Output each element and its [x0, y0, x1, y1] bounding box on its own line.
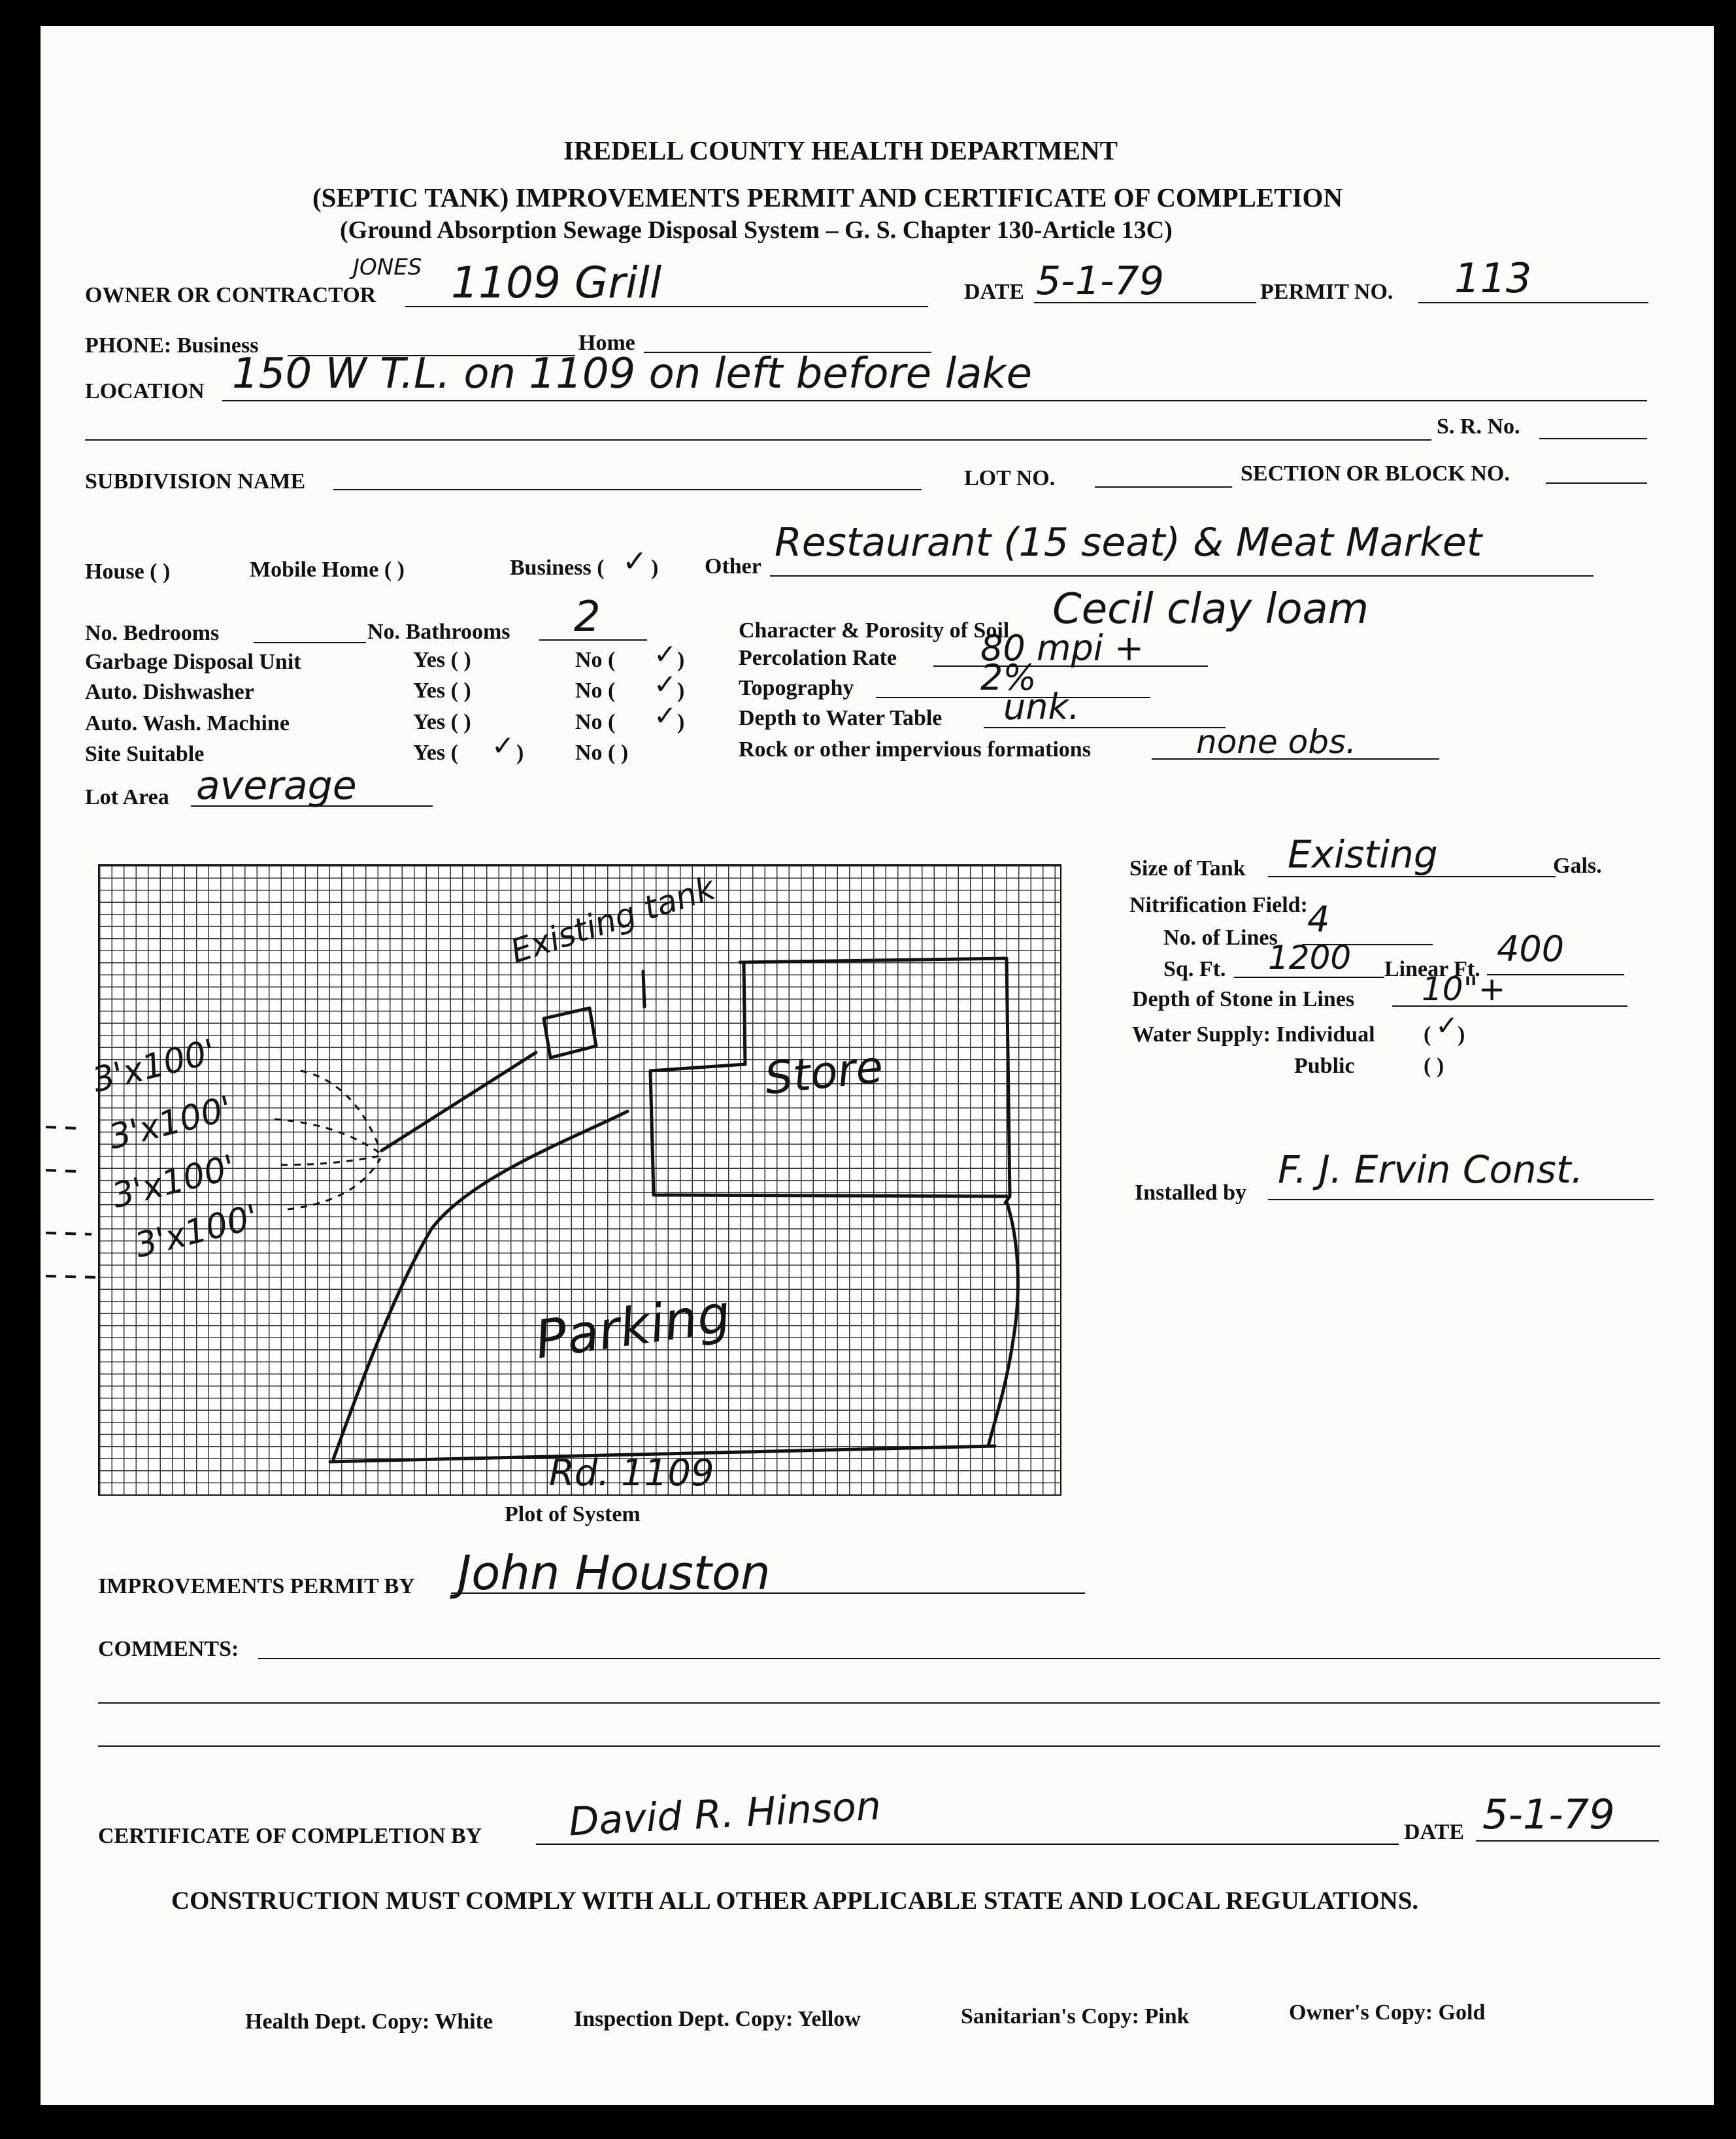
section-label: SECTION OR BLOCK NO.	[1241, 462, 1510, 486]
wash-machine-check: ✓	[654, 699, 677, 732]
site-suitable-label: Site Suitable	[85, 742, 205, 766]
parking-label: Parking	[531, 1283, 735, 1371]
tank-size-value: Existing	[1288, 832, 1438, 877]
permit-label: PERMIT NO.	[1260, 280, 1394, 304]
store-inner-wall	[744, 962, 745, 1064]
dishwasher-yes: Yes ( )	[413, 679, 471, 703]
date-label: DATE	[964, 280, 1024, 304]
comments-line-3	[98, 1745, 1660, 1747]
permit-by-line	[451, 1592, 1085, 1594]
tank-gals: Gals.	[1553, 854, 1602, 878]
location-value: 150 W T.L. on 1109 on left before lake	[232, 350, 1032, 398]
plot-caption: Plot of System	[505, 1502, 641, 1526]
site-suitable-yes: Yes (	[413, 741, 458, 765]
dishwasher-check: ✓	[654, 668, 677, 700]
dishwasher-close: )	[677, 679, 685, 703]
department-title: IREDELL COUNTY HEALTH DEPARTMENT	[563, 135, 1118, 165]
site-suitable-no: No ( )	[575, 741, 629, 765]
linear-value: 400	[1497, 928, 1565, 969]
owner-annotation: JONES	[353, 254, 422, 280]
individual-open: (	[1424, 1022, 1431, 1047]
copy-inspection: Inspection Dept. Copy: Yellow	[574, 2007, 861, 2031]
garbage-close: )	[677, 648, 685, 672]
site-suitable-check: ✓	[492, 730, 515, 762]
business-option: Business (	[510, 556, 605, 580]
other-label: Other	[705, 554, 761, 579]
phone-home-label: Home	[578, 331, 635, 355]
wash-machine-yes: Yes ( )	[413, 710, 471, 734]
installed-by-value: F. J. Ervin Const.	[1278, 1147, 1584, 1192]
individual-close: )	[1458, 1022, 1465, 1047]
tank-size-line	[1268, 876, 1556, 877]
garbage-label: Garbage Disposal Unit	[85, 650, 301, 674]
perc-value: 80 mpi +	[980, 628, 1144, 669]
public-label: Public	[1294, 1054, 1355, 1078]
wash-machine-label: Auto. Wash. Machine	[85, 711, 290, 735]
parking-edge	[988, 1202, 1018, 1446]
stone-value: 10"+	[1422, 970, 1506, 1008]
lines-label: No. of Lines	[1163, 926, 1278, 950]
comments-line-2	[98, 1702, 1660, 1704]
water-table-label: Depth to Water Table	[739, 706, 943, 730]
wash-machine-close: )	[677, 710, 685, 734]
form-subtitle: (Ground Absorption Sewage Disposal System – G. S. Chapter 130-Article 13C)	[340, 216, 1173, 244]
linear-label: Linear Ft.	[1384, 957, 1480, 981]
driveway-edge	[333, 1111, 627, 1459]
business-close: )	[651, 556, 659, 580]
drain-line-1	[301, 1071, 380, 1151]
soil-character-label: Character & Porosity of Soil	[739, 618, 1010, 643]
public-value: ( )	[1424, 1054, 1444, 1078]
site-suitable-yes-close: )	[516, 741, 524, 765]
installed-by-label: Installed by	[1135, 1181, 1246, 1205]
certificate-signature: David R. Hinson	[567, 1783, 882, 1845]
line-label-3: 3'x100'	[108, 1147, 240, 1217]
sqft-value: 1200	[1268, 939, 1352, 977]
supply-line	[382, 1053, 536, 1151]
mobile-home-option: Mobile Home ( )	[250, 558, 405, 582]
line-label-4: 3'x100'	[131, 1197, 263, 1266]
garbage-no: No (	[575, 648, 616, 672]
owner-value: 1109 Grill	[451, 258, 662, 308]
phone-label: PHONE: Business	[85, 333, 259, 358]
permit-value: 113	[1454, 254, 1532, 302]
dishwasher-label: Auto. Dishwasher	[85, 680, 254, 704]
sr-no-label: S. R. No.	[1437, 414, 1520, 439]
soil-character-value: Cecil clay loam	[1052, 585, 1369, 633]
stone-line	[1392, 1005, 1628, 1007]
store-label: Store	[762, 1041, 886, 1105]
tank-size-label: Size of Tank	[1129, 856, 1246, 881]
installed-by-line	[1268, 1199, 1654, 1200]
certificate-date-line	[1476, 1840, 1659, 1842]
permit-by-label: IMPROVEMENTS PERMIT BY	[98, 1574, 415, 1598]
water-supply-label: Water Supply: Individual	[1132, 1022, 1375, 1047]
bedrooms-label: No. Bedrooms	[85, 621, 220, 645]
topography-label: Topography	[739, 676, 854, 700]
certificate-line	[536, 1844, 1399, 1845]
existing-tank-label: Existing tank	[505, 869, 720, 971]
individual-check: ✓	[1435, 1009, 1459, 1041]
line-label-1: 3'x100'	[88, 1032, 220, 1101]
nitrification-label: Nitrification Field:	[1129, 893, 1308, 917]
dishwasher-no: No (	[575, 679, 616, 703]
lines-value: 4	[1307, 899, 1330, 940]
comments-label: COMMENTS:	[98, 1637, 239, 1661]
business-check: ✓	[622, 543, 648, 579]
copy-health: Health Dept. Copy: White	[245, 2010, 493, 2034]
copy-sanitarian: Sanitarian's Copy: Pink	[961, 2004, 1190, 2029]
location-label: LOCATION	[85, 379, 205, 403]
line-label-2: 3'x100'	[105, 1088, 237, 1158]
subdivision-label: SUBDIVISION NAME	[85, 469, 306, 494]
perc-label: Percolation Rate	[739, 646, 897, 670]
certificate-date-label: DATE	[1404, 1820, 1464, 1844]
comments-line-1	[258, 1658, 1660, 1659]
date-value: 5-1-79	[1036, 258, 1164, 304]
bathrooms-value: 2	[574, 593, 601, 641]
garbage-yes: Yes ( )	[413, 648, 471, 672]
owner-label: OWNER OR CONTRACTOR	[85, 283, 376, 307]
other-value: Restaurant (15 seat) & Meat Market	[775, 520, 1482, 565]
certificate-label: CERTIFICATE OF COMPLETION BY	[98, 1824, 482, 1848]
rock-value: none obs.	[1196, 723, 1356, 761]
lot-label: LOT NO.	[964, 466, 1056, 490]
water-table-value: unk.	[1003, 686, 1080, 728]
garbage-check: ✓	[654, 638, 677, 670]
copy-owner: Owner's Copy: Gold	[1289, 2000, 1486, 2025]
stone-label: Depth of Stone in Lines	[1132, 987, 1355, 1011]
permit-by-signature: John Houston	[458, 1545, 771, 1600]
certificate-date-value: 5-1-79	[1482, 1791, 1615, 1838]
linear-line	[1487, 974, 1624, 975]
wash-machine-no: No (	[575, 710, 616, 734]
sqft-label: Sq. Ft.	[1163, 957, 1226, 981]
lot-area-value: average	[196, 763, 357, 809]
bathrooms-label: No. Bathrooms	[367, 620, 510, 644]
tank-box	[544, 1008, 596, 1058]
house-option: House ( )	[85, 560, 171, 584]
compliance-notice: CONSTRUCTION MUST COMPLY WITH ALL OTHER APPLICABLE STATE AND LOCAL REGULATIONS.	[171, 1887, 1419, 1915]
lot-area-label: Lot Area	[85, 785, 169, 809]
sqft-line	[1234, 977, 1384, 978]
topography-value: 2%	[980, 657, 1037, 698]
rock-label: Rock or other impervious formations	[739, 737, 1091, 762]
form-title: (SEPTIC TANK) IMPROVEMENTS PERMIT AND CERTIFICATE OF COMPLETION	[312, 182, 1343, 212]
road-label: Rd. 1109	[549, 1452, 714, 1494]
